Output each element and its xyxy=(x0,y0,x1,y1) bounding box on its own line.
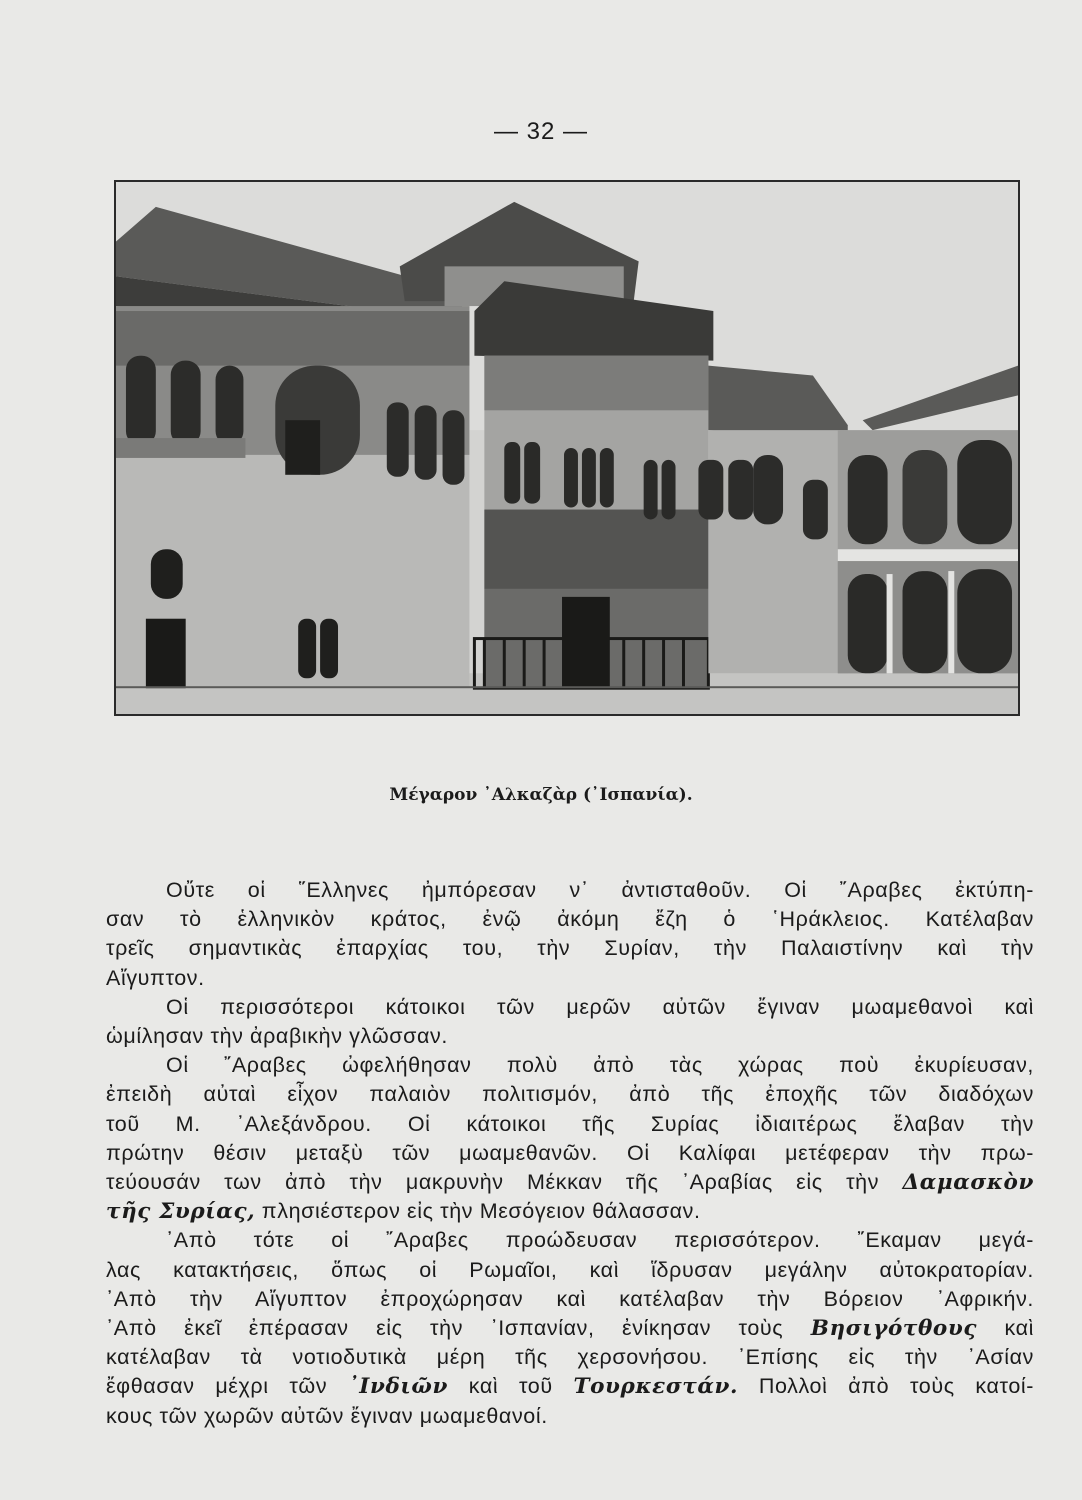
paragraph-1 xyxy=(106,876,1034,993)
text-line xyxy=(106,1168,1034,1197)
paragraph-4 xyxy=(106,1226,1034,1430)
text-run: ἔφθασαν μέχρι τῶν xyxy=(106,1374,328,1399)
emphasized-people-name: Βησιγότθους xyxy=(810,1316,978,1342)
text-line: κους τῶν χωρῶν αὐτῶν ἔγιναν μωαμεθανοί. xyxy=(106,1403,548,1428)
emphasized-place-name: Δαμασκὸν xyxy=(902,1170,1034,1196)
page-number: — 32 — xyxy=(493,118,589,145)
text-line: Οἱ περισσότεροι κάτοικοι τῶν μερῶν αὐτῶν ἔγιναν μωαμεθανοὶ καὶ xyxy=(166,994,1034,1019)
text-line: ᾿Απὸ τότε οἱ ῎Αραβες προώδευσαν περισσότερον. ῎Εκαμαν μεγά- xyxy=(166,1228,1034,1253)
text-line: κατέλαβαν τὰ νοτιοδυτικὰ μέρη τῆς χερσονήσου. ᾿Επίσης εἰς τὴν ᾿Ασίαν xyxy=(106,1345,1034,1370)
text-line xyxy=(106,1197,1034,1226)
text-run: καὶ xyxy=(1004,1316,1035,1341)
text-line: ᾿Απὸ τὴν Αἴγυπτον ἐπροχώρησαν καὶ κατέλαβαν τὴν Βόρειον ᾿Αφρικήν. xyxy=(106,1286,1034,1311)
text-run: Πολλοὶ ἀπὸ τοὺς κατοί- xyxy=(758,1374,1035,1399)
text-line: σαν τὸ ἑλληνικὸν κράτος, ἐνῷ ἀκόμη ἔζη ὁ ῾Ηράκλειος. Κατέλαβαν xyxy=(106,907,1034,932)
text-run: πλησιέστερον εἰς τὴν Μεσόγειον θάλασσαν. xyxy=(261,1199,701,1224)
photo-caption: Μέγαρον ᾿Αλκαζὰρ (᾿Ισπανία). xyxy=(389,785,693,805)
emphasized-place-name: τῆς Συρίας, xyxy=(106,1199,256,1225)
alcazar-photo xyxy=(114,180,1020,716)
text-line: τρεῖς σημαντικὰς ἐπαρχίας του, τὴν Συρίαν, τὴν Παλαιστίνην καὶ τὴν xyxy=(106,936,1034,961)
paragraph-3 xyxy=(106,1051,1034,1226)
palace-illustration xyxy=(116,182,1018,714)
text-line: Αἴγυπτον. xyxy=(106,965,205,990)
text-run: ᾿Απὸ ἐκεῖ ἐπέρασαν εἰς τὴν ᾿Ισπανίαν, ἐνίκησαν τοὺς xyxy=(106,1316,784,1341)
text-line: Οὔτε οἱ ῞Ελληνες ἠμπόρεσαν ν᾿ ἀντισταθοῦν. Οἱ ῎Αραβες ἐκτύπη- xyxy=(166,878,1034,902)
text-line: ὡμίλησαν τὴν ἀραβικὴν γλῶσσαν. xyxy=(106,1024,448,1049)
text-run: καὶ τοῦ xyxy=(468,1374,553,1399)
text-line: ἐπειδὴ αὐταὶ εἶχον παλαιὸν πολιτισμόν, ἀπὸ τῆς ἐποχῆς τῶν διαδόχων xyxy=(106,1082,1034,1107)
body-text xyxy=(106,876,1034,1431)
text-line: Οἱ ῎Αραβες ὠφελήθησαν πολὺ ἀπὸ τὰς χώρας ποὺ ἐκυρίευσαν, xyxy=(166,1053,1034,1078)
text-line: λας κατακτήσεις, ὅπως οἱ Ρωμαῖοι, καὶ ἵδρυσαν μεγάλην αὐτοκρατορίαν. xyxy=(106,1257,1034,1282)
emphasized-place-name: Τουρκεστάν. xyxy=(573,1374,739,1400)
text-line: πρώτην θέσιν μεταξὺ τῶν μωαμεθανῶν. Οἱ Καλίφαι μετέφεραν τὴν πρω- xyxy=(106,1140,1034,1165)
text-run: τεύουσάν των ἀπὸ τὴν μακρυνὴν Μέκκαν τῆς ᾿Αραβίας εἰς τὴν xyxy=(106,1170,880,1195)
paragraph-2 xyxy=(106,993,1034,1051)
text-line xyxy=(106,1314,1034,1343)
text-line: τοῦ Μ. ᾿Αλεξάνδρου. Οἱ κάτοικοι τῆς Συρίας ἰδιαιτέρως ἔλαβαν τὴν xyxy=(106,1111,1034,1136)
text-line xyxy=(106,1372,1034,1401)
emphasized-place-name: ᾿Ινδιῶν xyxy=(347,1374,448,1400)
